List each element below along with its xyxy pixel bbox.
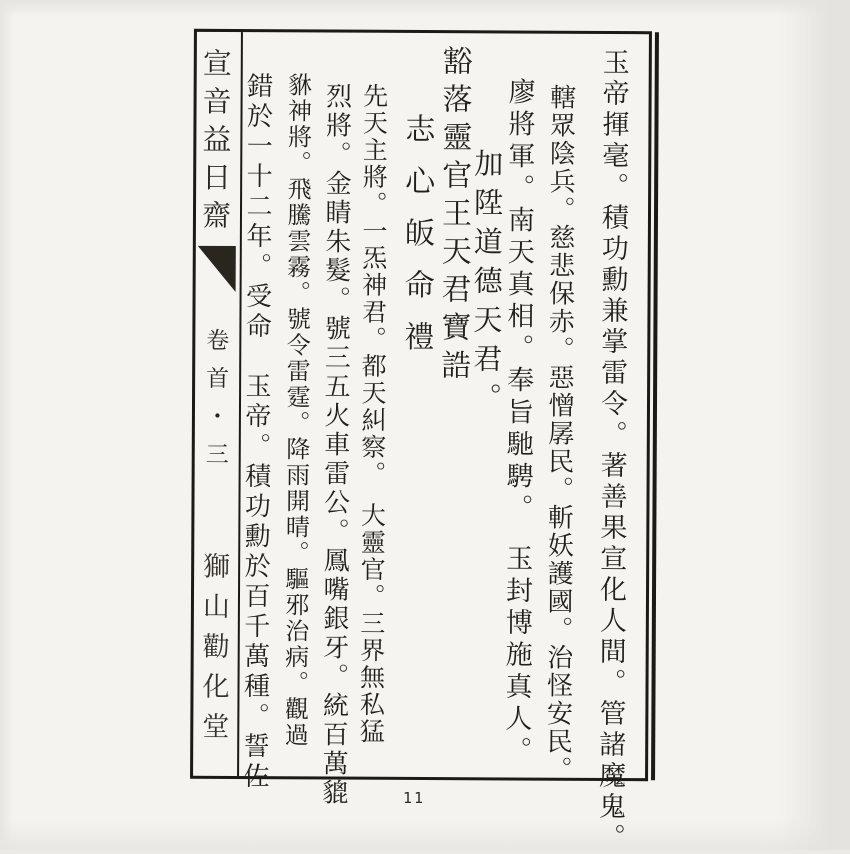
text-column-2: 轄眾陰兵。慈悲保赤。惡憎孱民。斬妖護國。治怪安民。 [542, 83, 576, 784]
text-column-1: 玉帝揮毫。積功勳兼掌雷令。著善果宣化人間。管諸魔鬼。 [593, 47, 629, 854]
text-column-4: 加陞道德天君。 [468, 148, 505, 422]
page-number: 11 [403, 789, 426, 807]
text-column-10: 錯於一十二年。受命 玉帝。積功勳於百千萬種。誓佐 [238, 72, 273, 793]
publisher-mark: 獅山勸化堂 [197, 551, 230, 752]
invocation-column: 志心皈命禮 [398, 112, 435, 374]
seal-title: 宣音益日齋 [197, 47, 233, 239]
corner-triangle-ornament-icon [198, 246, 236, 292]
section-marker: 卷首・三 [201, 327, 229, 480]
gao-title-column: 豁落靈官王天君寶誥 [435, 45, 472, 388]
margin-strip [193, 32, 243, 776]
text-column-3: 廖將軍。南天真相。奉旨馳騁。 玉封博施真人。 [500, 77, 535, 769]
text-column-9: 貅神將。飛騰雲霧。號令雷霆。降雨開晴。驅邪治病。觀過 [280, 72, 312, 749]
text-column-7: 先天主將。一炁神君。都天糾察。 大靈官。三界無私猛 [356, 82, 389, 746]
text-column-8: 烈將。金睛朱髮。號三五火車雷公。鳳嘴銀牙。統百萬貔 [317, 82, 352, 808]
